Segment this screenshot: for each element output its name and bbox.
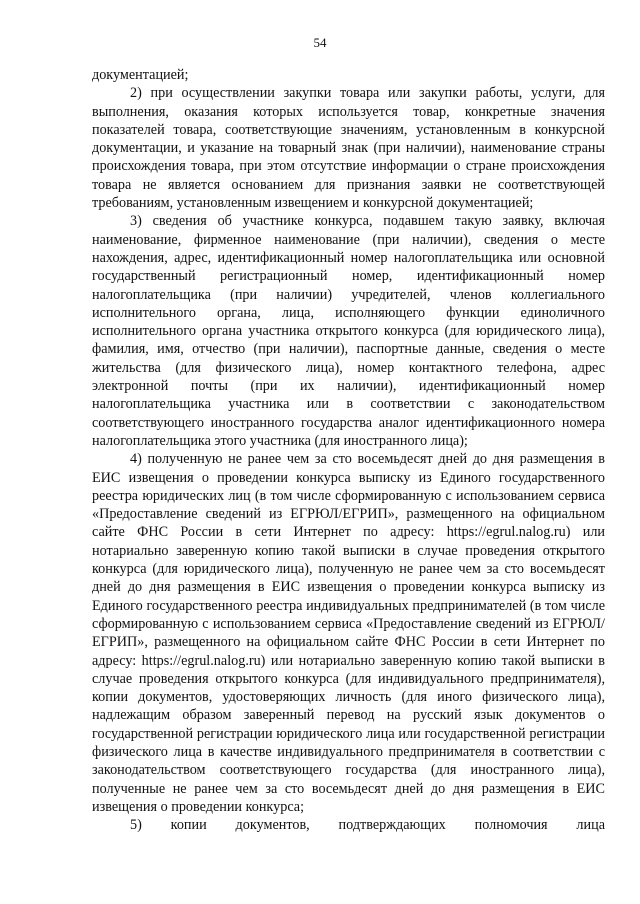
paragraph-item-5: 5) копии документов, подтверждающих полномочия лица [130, 817, 605, 834]
document-body [92, 66, 605, 834]
paragraph-item-4: 4) полученную не ранее чем за сто восемьдесят дней до дня размещения в ЕИС извещения о проведении конкурса выписку из Единого государственного реестра юридических лиц (в том числе сформированную с использованием сервиса «Предоставление сведений из ЕГРЮЛ/ЕГРИП», размещенного на официальном сайте ФНС России в сети Интернет по адресу: https://egrul.nalog.ru) или нотариально заверенную копию такой выписки в случае проведения открытого конкурса (для юридического лица), полученную не ранее чем за сто восемьдесят дней до дня размещения в ЕИС извещения о проведении конкурса выписку из Единого государственного реестра индивидуальных предпринимателей (в том числе сформированную с использованием сервиса «Предоставление сведений из ЕГРЮЛ/ЕГРИП», размещенного на официальном сайте ФНС России в сети Интернет по адресу: https://egrul.nalog.ru) или нотариально заверенную копию такой выписки в случае проведения открытого конкурса (для индивидуального предпринимателя), копии документов, удостоверяющих личность (для иного физического лица), надлежащим образом заверенный перевод на русский язык документов о государственной регистрации юридического лица или государственной регистрации физического лица в качестве индивидуального предпринимателя в соответствии с законодательством соответствующего государства (для иностранного лица), полученные не ранее чем за сто восемьдесят дней до дня размещения в ЕИС извещения о проведении конкурса; [92, 451, 605, 815]
paragraph-continuation: документацией; [92, 67, 189, 83]
page-number: 54 [313, 35, 327, 50]
paragraph-item-2: 2) при осуществлении закупки товара или закупки работы, услуги, для выполнения, оказания которых используется товар, конкретные значения показателей товара, соответствующие значениям, установленным в конкурсной документации, и указание на товарный знак (при наличии), наименование страны происхождения товара, при этом отсутствие информации о стране происхождения товара не является основанием для признания заявки не соответствующей требованиям, установленным извещением и конкурсной документацией; [92, 85, 605, 212]
paragraph-item-3: 3) сведения об участнике конкурса, подавшем такую заявку, включая наименование, фирменное наименование (при наличии), сведения о месте нахождения, адрес, идентификационный номер налогоплательщика или основной государственный регистрационный номер, идентификационный номер налогоплательщика (при наличии) учредителей, членов коллегиального исполнительного органа, лица, исполняющего функции единоличного исполнительного органа участника открытого конкурса (для юридического лица), фамилия, имя, отчество (при наличии), паспортные данные, сведения о месте жительства (для физического лица), номер контактного телефона, адрес электронной почты (при их наличии), идентификационный номер налогоплательщика участника или в соответствии с законодательством соответствующего иностранного государства аналог идентификационного номера налогоплательщика этого участника (для иностранного лица); [92, 213, 605, 449]
